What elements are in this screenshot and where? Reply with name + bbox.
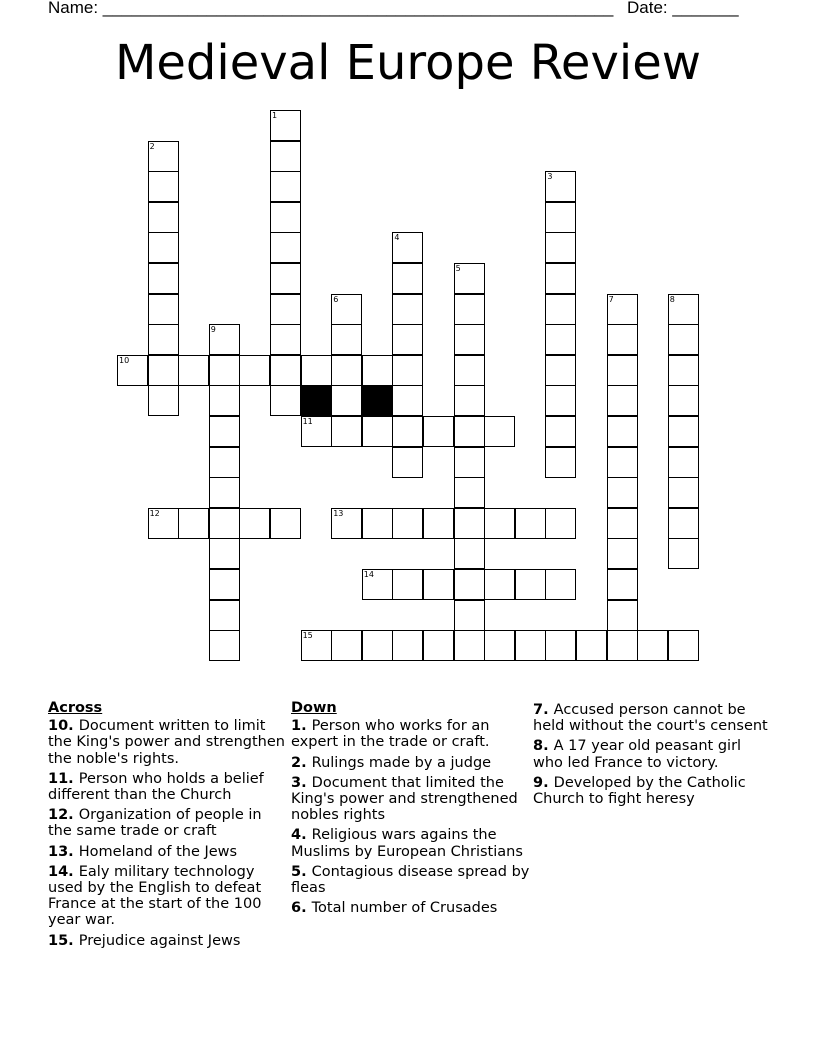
grid-cell[interactable] bbox=[668, 294, 699, 325]
grid-cell[interactable] bbox=[545, 508, 576, 539]
clue-item bbox=[533, 738, 773, 770]
grid-cell[interactable] bbox=[362, 508, 393, 539]
clue-number: 5 bbox=[455, 264, 461, 273]
clue-number: 10 bbox=[119, 355, 130, 365]
grid-cell[interactable] bbox=[331, 355, 362, 386]
clue-item-number: 4. bbox=[291, 827, 312, 844]
grid-cell[interactable] bbox=[484, 569, 515, 600]
across-clues bbox=[48, 700, 288, 953]
grid-cell[interactable] bbox=[392, 385, 423, 416]
clue-item-number: 14. bbox=[48, 863, 79, 880]
grid-cell[interactable] bbox=[454, 600, 485, 631]
clue-item bbox=[533, 775, 773, 807]
grid-cell[interactable] bbox=[209, 600, 240, 631]
grid-cell[interactable] bbox=[392, 447, 423, 478]
grid-cell[interactable] bbox=[668, 477, 699, 508]
clue-item-number: 10. bbox=[48, 718, 79, 735]
grid-cell[interactable] bbox=[148, 294, 179, 325]
grid-cell[interactable] bbox=[209, 630, 240, 661]
clue-number: 9 bbox=[210, 325, 216, 335]
grid-cell[interactable] bbox=[270, 294, 301, 325]
grid-block bbox=[301, 385, 332, 416]
grid-cell[interactable] bbox=[545, 630, 576, 661]
grid-cell[interactable] bbox=[392, 569, 423, 600]
grid-cell[interactable] bbox=[454, 385, 485, 416]
grid-cell[interactable] bbox=[668, 447, 699, 478]
grid-cell[interactable] bbox=[545, 416, 576, 447]
grid-cell[interactable] bbox=[209, 569, 240, 600]
grid-cell[interactable] bbox=[484, 508, 515, 539]
grid-cell[interactable] bbox=[148, 324, 179, 355]
grid-cell[interactable] bbox=[454, 416, 485, 447]
grid-cell[interactable] bbox=[270, 110, 301, 141]
grid-cell[interactable] bbox=[209, 508, 240, 539]
grid-cell[interactable] bbox=[607, 630, 638, 661]
grid-cell[interactable] bbox=[209, 538, 240, 569]
grid-cell[interactable] bbox=[148, 385, 179, 416]
clue-item-text: Prejudice against Jews bbox=[78, 932, 241, 949]
clue-number: 4 bbox=[394, 233, 400, 243]
grid-cell[interactable] bbox=[392, 263, 423, 294]
grid-cell[interactable] bbox=[270, 263, 301, 294]
grid-cell[interactable] bbox=[668, 355, 699, 386]
grid-cell[interactable] bbox=[607, 294, 638, 325]
grid-cell[interactable] bbox=[270, 171, 301, 202]
grid-cell[interactable] bbox=[270, 141, 301, 172]
grid-cell[interactable] bbox=[668, 416, 699, 447]
grid-cell[interactable] bbox=[545, 355, 576, 386]
grid-cell[interactable] bbox=[239, 508, 270, 539]
grid-cell[interactable] bbox=[148, 263, 179, 294]
date-field[interactable]: Date: _______ bbox=[627, 0, 739, 17]
grid-cell[interactable] bbox=[515, 630, 546, 661]
clue-item-text: Religious wars agains the Muslims by European Christians bbox=[291, 827, 523, 860]
grid-cell[interactable] bbox=[545, 324, 576, 355]
clue-item bbox=[48, 864, 288, 929]
clue-item-text: Developed by the Catholic Church to fight heresy bbox=[533, 774, 746, 808]
grid-cell[interactable] bbox=[301, 355, 332, 386]
grid-cell[interactable] bbox=[607, 569, 638, 600]
grid-cell[interactable] bbox=[117, 355, 148, 386]
grid-cell[interactable] bbox=[607, 324, 638, 355]
grid-cell[interactable] bbox=[209, 355, 240, 386]
grid-cell[interactable] bbox=[362, 569, 393, 600]
grid-cell[interactable] bbox=[331, 324, 362, 355]
grid-cell[interactable] bbox=[454, 477, 485, 508]
grid-cell[interactable] bbox=[209, 385, 240, 416]
clue-number: 11 bbox=[302, 417, 313, 426]
grid-cell[interactable] bbox=[392, 508, 423, 539]
grid-cell[interactable] bbox=[545, 447, 576, 478]
clue-item bbox=[291, 827, 531, 859]
grid-cell[interactable] bbox=[576, 630, 607, 661]
grid-cell[interactable] bbox=[484, 416, 515, 447]
clue-number: 14 bbox=[363, 570, 374, 579]
grid-cell[interactable] bbox=[392, 294, 423, 325]
grid-cell[interactable] bbox=[301, 630, 332, 661]
clue-item-number: 6. bbox=[291, 900, 312, 917]
clue-item-number: 11. bbox=[48, 770, 79, 787]
grid-cell[interactable] bbox=[392, 630, 423, 661]
grid-cell[interactable] bbox=[270, 232, 301, 263]
clue-item-number: 15. bbox=[48, 932, 79, 949]
clue-item-text: Rulings made by a judge bbox=[311, 754, 492, 771]
grid-cell[interactable] bbox=[607, 508, 638, 539]
grid-cell[interactable] bbox=[362, 355, 393, 386]
clue-number: 6 bbox=[333, 294, 339, 304]
clue-item-number: 9. bbox=[533, 774, 554, 791]
grid-cell[interactable] bbox=[668, 508, 699, 539]
grid-cell[interactable] bbox=[454, 324, 485, 355]
clue-item-number: 7. bbox=[533, 702, 554, 718]
grid-cell[interactable] bbox=[423, 569, 454, 600]
grid-cell[interactable] bbox=[607, 385, 638, 416]
clue-item-text: Contagious disease spread by fleas bbox=[291, 863, 530, 897]
page-title: Medieval Europe Review bbox=[114, 35, 701, 91]
grid-cell[interactable] bbox=[423, 630, 454, 661]
clue-item-text: Document that limited the King's power and strengthened nobles rights bbox=[291, 774, 518, 824]
clue-item-text: Homeland of the Jews bbox=[78, 843, 238, 860]
grid-cell[interactable] bbox=[209, 447, 240, 478]
grid-cell[interactable] bbox=[454, 630, 485, 661]
clue-item bbox=[48, 771, 288, 803]
grid-cell[interactable] bbox=[331, 508, 362, 539]
clue-item bbox=[291, 900, 531, 916]
grid-cell[interactable] bbox=[178, 508, 209, 539]
grid-cell[interactable] bbox=[545, 263, 576, 294]
across-heading: Across bbox=[48, 700, 103, 716]
grid-cell[interactable] bbox=[607, 538, 638, 569]
grid-cell[interactable] bbox=[607, 477, 638, 508]
grid-cell[interactable] bbox=[148, 141, 179, 172]
grid-cell[interactable] bbox=[270, 324, 301, 355]
grid-cell[interactable] bbox=[148, 202, 179, 233]
clue-number: 2 bbox=[149, 141, 155, 151]
clue-item bbox=[48, 718, 288, 767]
grid-cell[interactable] bbox=[209, 324, 240, 355]
grid-cell[interactable] bbox=[454, 294, 485, 325]
grid-cell[interactable] bbox=[668, 324, 699, 355]
clue-item-number: 3. bbox=[291, 774, 312, 791]
grid-cell[interactable] bbox=[545, 294, 576, 325]
grid-cell[interactable] bbox=[331, 385, 362, 416]
grid-cell[interactable] bbox=[607, 416, 638, 447]
clue-item bbox=[291, 775, 531, 824]
grid-cell[interactable] bbox=[454, 447, 485, 478]
grid-cell[interactable] bbox=[362, 416, 393, 447]
grid-cell[interactable] bbox=[239, 355, 270, 386]
clue-item-number: 5. bbox=[291, 863, 312, 880]
grid-cell[interactable] bbox=[668, 385, 699, 416]
grid-cell[interactable] bbox=[607, 447, 638, 478]
grid-cell[interactable] bbox=[607, 600, 638, 631]
grid-cell[interactable] bbox=[515, 569, 546, 600]
grid-cell[interactable] bbox=[454, 569, 485, 600]
clue-number: 3 bbox=[547, 172, 553, 182]
grid-cell[interactable] bbox=[392, 355, 423, 386]
clue-number: 15 bbox=[302, 631, 313, 641]
clue-item-text: Ealy military technology used by the English to defeat France at the start of the 100 year war. bbox=[48, 863, 262, 929]
clue-item-text: Person who holds a belief different than the Church bbox=[48, 770, 264, 804]
down-heading: Down bbox=[291, 700, 337, 716]
clue-item bbox=[48, 933, 288, 949]
clue-item bbox=[48, 807, 288, 839]
grid-cell[interactable] bbox=[484, 630, 515, 661]
grid-cell[interactable] bbox=[331, 630, 362, 661]
grid-cell[interactable] bbox=[148, 232, 179, 263]
clue-item bbox=[291, 718, 531, 750]
clue-number: 8 bbox=[669, 294, 675, 304]
grid-cell[interactable] bbox=[454, 355, 485, 386]
clue-item-number: 12. bbox=[48, 807, 79, 824]
grid-cell[interactable] bbox=[148, 171, 179, 202]
grid-cell[interactable] bbox=[270, 355, 301, 386]
clue-item-text: Document written to limit the King's power and strengthen the noble's rights. bbox=[48, 718, 285, 767]
clue-item bbox=[291, 755, 531, 771]
clue-item-number: 8. bbox=[533, 738, 554, 755]
grid-cell[interactable] bbox=[392, 416, 423, 447]
grid-cell[interactable] bbox=[515, 508, 546, 539]
grid-cell[interactable] bbox=[209, 477, 240, 508]
grid-cell[interactable] bbox=[148, 355, 179, 386]
clue-item-number: 13. bbox=[48, 843, 79, 860]
grid-cell[interactable] bbox=[331, 416, 362, 447]
clue-item-text: A 17 year old peasant girl who led France to victory. bbox=[533, 738, 742, 771]
grid-cell[interactable] bbox=[423, 508, 454, 539]
clue-number: 12 bbox=[149, 508, 160, 518]
grid-cell[interactable] bbox=[392, 232, 423, 263]
grid-cell[interactable] bbox=[423, 416, 454, 447]
grid-cell[interactable] bbox=[270, 385, 301, 416]
clue-item-text: Person who works for an expert in the trade or craft. bbox=[291, 718, 490, 751]
clue-item-number: 1. bbox=[291, 718, 312, 735]
clue-item bbox=[48, 844, 288, 860]
grid-cell[interactable] bbox=[209, 416, 240, 447]
grid-cell[interactable] bbox=[545, 569, 576, 600]
clue-item bbox=[291, 864, 531, 896]
clue-number: 1 bbox=[272, 111, 278, 120]
clue-item-number: 2. bbox=[291, 754, 312, 771]
clue-number: 7 bbox=[608, 294, 614, 304]
clue-item bbox=[533, 702, 773, 734]
grid-block bbox=[362, 385, 393, 416]
grid-cell[interactable] bbox=[545, 171, 576, 202]
grid-cell[interactable] bbox=[637, 630, 668, 661]
clue-item-text: Accused person cannot be held without the court's censent bbox=[533, 702, 768, 735]
grid-cell[interactable] bbox=[668, 630, 699, 661]
grid-cell[interactable] bbox=[454, 263, 485, 294]
grid-cell[interactable] bbox=[454, 538, 485, 569]
name-field[interactable]: Name: ______________________________________________________ bbox=[48, 0, 614, 17]
down-clues-continued bbox=[533, 702, 773, 811]
grid-cell[interactable] bbox=[392, 324, 423, 355]
down-clues bbox=[291, 700, 531, 920]
grid-cell[interactable] bbox=[545, 232, 576, 263]
grid-cell[interactable] bbox=[545, 202, 576, 233]
clue-item-text: Total number of Crusades bbox=[311, 900, 498, 917]
grid-cell[interactable] bbox=[545, 385, 576, 416]
clue-number: 13 bbox=[333, 508, 344, 518]
grid-cell[interactable] bbox=[270, 508, 301, 539]
grid-cell[interactable] bbox=[668, 538, 699, 569]
clue-item-text: Organization of people in the same trade or craft bbox=[48, 807, 262, 840]
grid-cell[interactable] bbox=[454, 508, 485, 539]
grid-cell[interactable] bbox=[362, 630, 393, 661]
grid-cell[interactable] bbox=[178, 355, 209, 386]
grid-cell[interactable] bbox=[148, 508, 179, 539]
grid-cell[interactable] bbox=[331, 294, 362, 325]
grid-cell[interactable] bbox=[301, 416, 332, 447]
grid-cell[interactable] bbox=[607, 355, 638, 386]
grid-cell[interactable] bbox=[270, 202, 301, 233]
